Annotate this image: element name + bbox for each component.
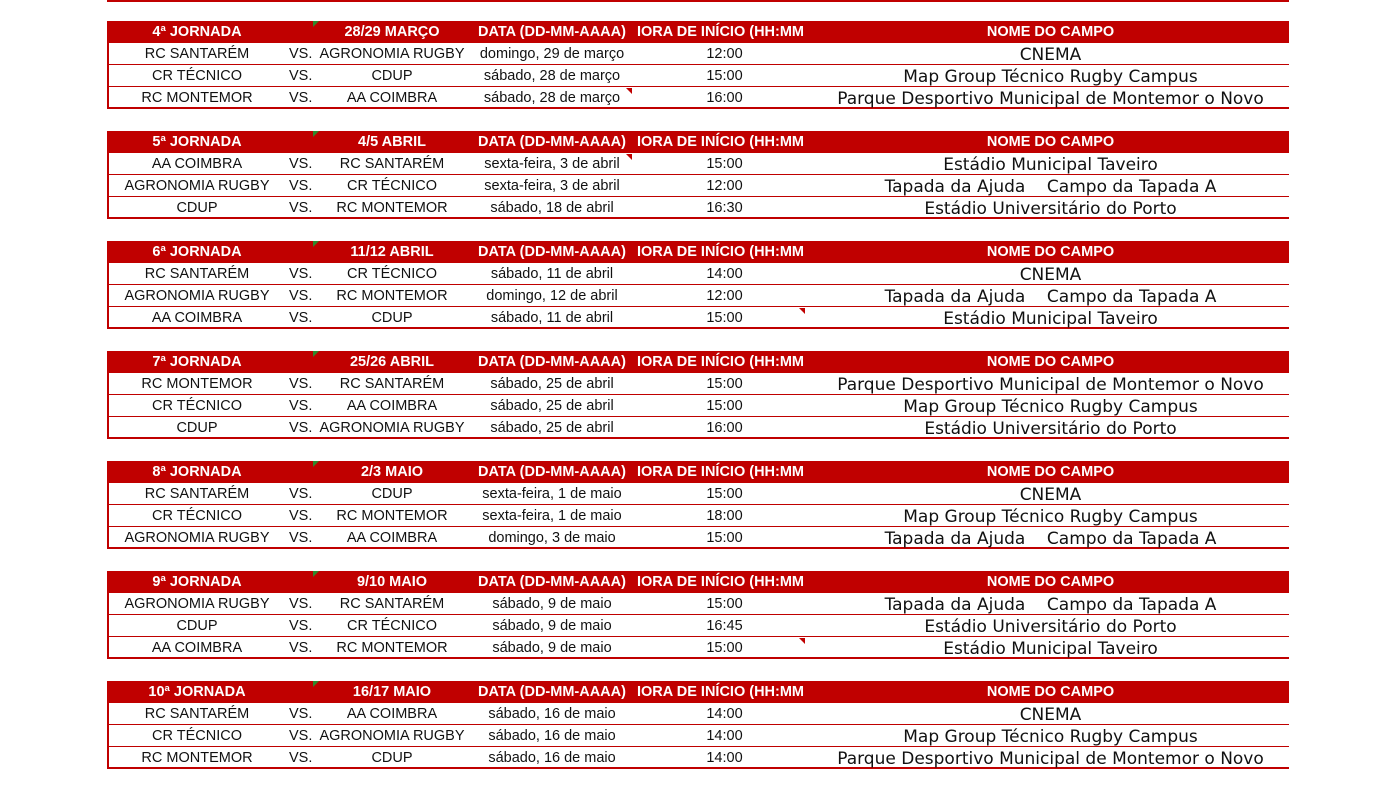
game-row — [107, 373, 1289, 395]
versus-cell[interactable]: VS. — [289, 596, 313, 612]
field-cell[interactable]: CNEMA — [1019, 485, 1082, 504]
game-row — [107, 395, 1289, 417]
field-column-header[interactable]: NOME DO CAMPO — [986, 354, 1115, 370]
away-team-cell[interactable]: CR TÉCNICO — [347, 178, 437, 194]
home-team-cell[interactable]: AGRONOMIA RUGBY — [124, 596, 270, 612]
hour-cell[interactable]: 12:00 — [706, 178, 743, 194]
hour-cell[interactable]: 16:30 — [706, 200, 743, 216]
date-cell[interactable]: sábado, 11 de abril — [490, 310, 614, 326]
hour-cell[interactable]: 16:00 — [706, 420, 743, 436]
date-cell[interactable]: sábado, 25 de abril — [490, 376, 614, 392]
home-team-cell[interactable]: RC SANTARÉM — [144, 46, 250, 62]
date-cell[interactable]: sábado, 18 de abril — [490, 200, 614, 216]
comment-indicator — [313, 681, 319, 687]
jornada-dates[interactable]: 9/10 MAIO — [356, 574, 428, 590]
hour-cell[interactable]: 14:00 — [706, 706, 743, 722]
home-team-cell[interactable]: AA COIMBRA — [151, 310, 243, 326]
date-cell[interactable]: sábado, 11 de abril — [490, 266, 614, 282]
home-team-cell[interactable]: RC MONTEMOR — [141, 376, 253, 392]
jornada-header-row — [107, 21, 1289, 43]
date-cell[interactable]: domingo, 12 de abril — [486, 288, 618, 304]
game-row — [107, 747, 1289, 769]
date-column-header[interactable]: DATA (DD-MM-AAAA) — [478, 464, 626, 480]
versus-cell[interactable]: VS. — [289, 486, 313, 502]
home-team-cell[interactable]: RC SANTARÉM — [144, 706, 250, 722]
comment-indicator — [626, 88, 632, 94]
date-column-header[interactable]: DATA (DD-MM-AAAA) — [478, 134, 626, 150]
field-cell[interactable]: Tapada da Ajuda Campo da Tapada A — [884, 287, 1217, 306]
versus-cell[interactable]: VS. — [289, 508, 313, 524]
home-team-cell[interactable]: AA COIMBRA — [151, 156, 243, 172]
versus-cell[interactable]: VS. — [289, 90, 313, 106]
date-column-header[interactable]: DATA (DD-MM-AAAA) — [478, 574, 626, 590]
game-row — [107, 505, 1289, 527]
date-cell[interactable]: sábado, 28 de março — [483, 68, 621, 84]
field-cell[interactable]: Tapada da Ajuda Campo da Tapada A — [884, 177, 1217, 196]
hour-column-header[interactable]: IORA DE INÍCIO (HH:MM — [637, 24, 805, 40]
field-cell[interactable]: CNEMA — [1019, 705, 1082, 724]
hour-cell[interactable]: 15:00 — [706, 596, 743, 612]
away-team-cell[interactable]: RC MONTEMOR — [336, 200, 448, 216]
hour-cell[interactable]: 14:00 — [706, 750, 743, 766]
hour-column-header[interactable]: IORA DE INÍCIO (HH:MM — [637, 354, 805, 370]
away-team-cell[interactable]: CR TÉCNICO — [347, 266, 437, 282]
date-cell[interactable]: sábado, 25 de abril — [490, 398, 614, 414]
versus-cell[interactable]: VS. — [289, 530, 313, 546]
home-team-cell[interactable]: AGRONOMIA RUGBY — [124, 178, 270, 194]
date-cell[interactable]: sexta-feira, 3 de abril — [484, 156, 620, 172]
date-cell[interactable]: sábado, 16 de maio — [488, 750, 616, 766]
hour-cell[interactable]: 12:00 — [706, 288, 743, 304]
home-team-cell[interactable]: RC MONTEMOR — [141, 90, 253, 106]
away-team-cell[interactable]: AGRONOMIA RUGBY — [319, 420, 465, 436]
jornada-block — [107, 21, 1289, 109]
date-cell[interactable]: sexta-feira, 1 de maio — [482, 508, 622, 524]
date-cell[interactable]: domingo, 3 de maio — [488, 530, 616, 546]
comment-indicator — [313, 131, 319, 137]
versus-cell[interactable]: VS. — [289, 200, 313, 216]
field-cell[interactable]: Map Group Técnico Rugby Campus — [903, 67, 1198, 86]
game-row — [107, 725, 1289, 747]
comment-indicator — [313, 241, 319, 247]
comment-indicator — [313, 351, 319, 357]
game-row — [107, 153, 1289, 175]
away-team-cell[interactable]: AGRONOMIA RUGBY — [319, 728, 465, 744]
field-cell[interactable]: Parque Desportivo Municipal de Montemor o Novo — [837, 375, 1264, 394]
hour-cell[interactable]: 14:00 — [706, 266, 743, 282]
jornada-label[interactable]: 8ª JORNADA — [152, 464, 242, 480]
jornada-label[interactable]: 6ª JORNADA — [152, 244, 242, 260]
jornada-header-row — [107, 131, 1289, 153]
game-row — [107, 527, 1289, 549]
field-cell[interactable]: Estádio Universitário do Porto — [924, 199, 1177, 218]
away-team-cell[interactable]: CDUP — [371, 68, 413, 84]
hour-cell[interactable]: 15:00 — [706, 530, 743, 546]
away-team-cell[interactable]: AA COIMBRA — [346, 706, 438, 722]
field-cell[interactable]: Map Group Técnico Rugby Campus — [903, 727, 1198, 746]
date-column-header[interactable]: DATA (DD-MM-AAAA) — [478, 24, 626, 40]
jornada-label[interactable]: 5ª JORNADA — [152, 134, 242, 150]
field-cell[interactable]: Estádio Municipal Taveiro — [943, 639, 1158, 658]
field-cell[interactable]: Estádio Universitário do Porto — [924, 617, 1177, 636]
jornada-label[interactable]: 10ª JORNADA — [148, 684, 246, 700]
field-cell[interactable]: Map Group Técnico Rugby Campus — [903, 397, 1198, 416]
jornada-block — [107, 681, 1289, 769]
versus-cell[interactable]: VS. — [289, 398, 313, 414]
hour-column-header[interactable]: IORA DE INÍCIO (HH:MM — [637, 464, 805, 480]
away-team-cell[interactable]: CDUP — [371, 750, 413, 766]
home-team-cell[interactable]: RC SANTARÉM — [144, 486, 250, 502]
versus-cell[interactable]: VS. — [289, 376, 313, 392]
away-team-cell[interactable]: CR TÉCNICO — [347, 618, 437, 634]
home-team-cell[interactable]: RC SANTARÉM — [144, 266, 250, 282]
field-cell[interactable]: Estádio Universitário do Porto — [924, 419, 1177, 438]
away-team-cell[interactable]: RC SANTARÉM — [339, 596, 445, 612]
jornada-dates[interactable]: 4/5 ABRIL — [358, 134, 426, 150]
comment-indicator — [626, 154, 632, 160]
field-cell[interactable]: CNEMA — [1019, 265, 1082, 284]
field-cell[interactable]: Tapada da Ajuda Campo da Tapada A — [884, 595, 1217, 614]
game-row — [107, 285, 1289, 307]
date-cell[interactable]: sábado, 9 de maio — [492, 596, 612, 612]
versus-cell[interactable]: VS. — [289, 266, 313, 282]
home-team-cell[interactable]: CDUP — [176, 420, 218, 436]
jornada-dates[interactable]: 16/17 MAIO — [352, 684, 432, 700]
field-cell[interactable]: Estádio Municipal Taveiro — [943, 309, 1158, 328]
home-team-cell[interactable]: CR TÉCNICO — [152, 508, 242, 524]
jornada-dates[interactable]: 2/3 MAIO — [360, 464, 424, 480]
date-cell[interactable]: sábado, 28 de março — [483, 90, 621, 106]
jornada-header-row — [107, 241, 1289, 263]
versus-cell[interactable]: VS. — [289, 156, 313, 172]
jornada-label[interactable]: 9ª JORNADA — [152, 574, 242, 590]
date-cell[interactable]: domingo, 29 de março — [479, 46, 625, 62]
versus-cell[interactable]: VS. — [289, 640, 313, 656]
game-row — [107, 483, 1289, 505]
date-cell[interactable]: sexta-feira, 3 de abril — [484, 178, 620, 194]
field-cell[interactable]: Estádio Municipal Taveiro — [943, 155, 1158, 174]
home-team-cell[interactable]: AGRONOMIA RUGBY — [124, 288, 270, 304]
game-row — [107, 637, 1289, 659]
jornada-dates[interactable]: 28/29 MARÇO — [344, 24, 440, 40]
game-row — [107, 175, 1289, 197]
away-team-cell[interactable]: RC MONTEMOR — [336, 640, 448, 656]
game-row — [107, 417, 1289, 439]
comment-indicator — [313, 571, 319, 577]
jornada-header-row — [107, 461, 1289, 483]
away-team-cell[interactable]: RC SANTARÉM — [339, 156, 445, 172]
jornada-label[interactable]: 7ª JORNADA — [152, 354, 242, 370]
comment-indicator — [313, 21, 319, 27]
hour-cell[interactable]: 18:00 — [706, 508, 743, 524]
jornada-block — [107, 571, 1289, 659]
away-team-cell[interactable]: CDUP — [371, 310, 413, 326]
comment-indicator — [313, 461, 319, 467]
jornada-label[interactable]: 4ª JORNADA — [152, 24, 242, 40]
hour-cell[interactable]: 15:00 — [706, 640, 743, 656]
versus-cell[interactable]: VS. — [289, 68, 313, 84]
away-team-cell[interactable]: AA COIMBRA — [346, 398, 438, 414]
versus-cell[interactable]: VS. — [289, 750, 313, 766]
date-cell[interactable]: sábado, 25 de abril — [490, 420, 614, 436]
game-row — [107, 703, 1289, 725]
field-cell[interactable]: Parque Desportivo Municipal de Montemor o Novo — [837, 749, 1264, 768]
date-column-header[interactable]: DATA (DD-MM-AAAA) — [478, 244, 626, 260]
jornada-block — [107, 351, 1289, 439]
hour-cell[interactable]: 15:00 — [706, 398, 743, 414]
home-team-cell[interactable]: CR TÉCNICO — [152, 398, 242, 414]
versus-cell[interactable]: VS. — [289, 310, 313, 326]
home-team-cell[interactable]: CDUP — [176, 618, 218, 634]
field-column-header[interactable]: NOME DO CAMPO — [986, 244, 1115, 260]
game-row — [107, 307, 1289, 329]
comment-indicator — [799, 308, 805, 314]
versus-cell[interactable]: VS. — [289, 728, 313, 744]
field-column-header[interactable]: NOME DO CAMPO — [986, 464, 1115, 480]
field-cell[interactable]: CNEMA — [1019, 45, 1082, 64]
field-cell[interactable]: Map Group Técnico Rugby Campus — [903, 507, 1198, 526]
game-row — [107, 87, 1289, 109]
field-column-header[interactable]: NOME DO CAMPO — [986, 684, 1115, 700]
versus-cell[interactable]: VS. — [289, 178, 313, 194]
game-row — [107, 197, 1289, 219]
hour-column-header[interactable]: IORA DE INÍCIO (HH:MM — [637, 134, 805, 150]
hour-cell[interactable]: 15:00 — [706, 156, 743, 172]
field-cell[interactable]: Tapada da Ajuda Campo da Tapada A — [884, 529, 1217, 548]
jornada-block — [107, 241, 1289, 329]
home-team-cell[interactable]: AGRONOMIA RUGBY — [124, 530, 270, 546]
field-column-header[interactable]: NOME DO CAMPO — [986, 574, 1115, 590]
away-team-cell[interactable]: RC MONTEMOR — [336, 288, 448, 304]
date-cell[interactable]: sexta-feira, 1 de maio — [482, 486, 622, 502]
hour-column-header[interactable]: IORA DE INÍCIO (HH:MM — [637, 684, 805, 700]
jornada-header-row — [107, 681, 1289, 703]
date-cell[interactable]: sábado, 9 de maio — [492, 640, 612, 656]
away-team-cell[interactable]: AGRONOMIA RUGBY — [319, 46, 465, 62]
hour-cell[interactable]: 15:00 — [706, 486, 743, 502]
game-row — [107, 65, 1289, 87]
home-team-cell[interactable]: AA COIMBRA — [151, 640, 243, 656]
game-row — [107, 593, 1289, 615]
versus-cell[interactable]: VS. — [289, 420, 313, 436]
game-row — [107, 263, 1289, 285]
hour-column-header[interactable]: IORA DE INÍCIO (HH:MM — [637, 574, 805, 590]
away-team-cell[interactable]: RC MONTEMOR — [336, 508, 448, 524]
jornada-header-row — [107, 351, 1289, 373]
hour-cell[interactable]: 16:00 — [706, 90, 743, 106]
jornada-block — [107, 461, 1289, 549]
away-team-cell[interactable]: AA COIMBRA — [346, 530, 438, 546]
date-column-header[interactable]: DATA (DD-MM-AAAA) — [478, 354, 626, 370]
hour-cell[interactable]: 16:45 — [706, 618, 743, 634]
away-team-cell[interactable]: AA COIMBRA — [346, 90, 438, 106]
hour-cell[interactable]: 14:00 — [706, 728, 743, 744]
jornada-dates[interactable]: 25/26 ABRIL — [349, 354, 435, 370]
date-column-header[interactable]: DATA (DD-MM-AAAA) — [478, 684, 626, 700]
away-team-cell[interactable]: RC SANTARÉM — [339, 376, 445, 392]
versus-cell[interactable]: VS. — [289, 618, 313, 634]
versus-cell[interactable]: VS. — [289, 706, 313, 722]
date-cell[interactable]: sábado, 16 de maio — [488, 706, 616, 722]
game-row — [107, 43, 1289, 65]
comment-indicator — [799, 638, 805, 644]
away-team-cell[interactable]: CDUP — [371, 486, 413, 502]
jornada-dates[interactable]: 11/12 ABRIL — [350, 244, 434, 260]
jornada-header-row — [107, 571, 1289, 593]
date-cell[interactable]: sábado, 16 de maio — [488, 728, 616, 744]
date-cell[interactable]: sábado, 9 de maio — [492, 618, 612, 634]
field-column-header[interactable]: NOME DO CAMPO — [986, 24, 1115, 40]
field-column-header[interactable]: NOME DO CAMPO — [986, 134, 1115, 150]
home-team-cell[interactable]: RC MONTEMOR — [141, 750, 253, 766]
field-cell[interactable]: Parque Desportivo Municipal de Montemor o Novo — [837, 89, 1264, 108]
game-row — [107, 615, 1289, 637]
hour-column-header[interactable]: IORA DE INÍCIO (HH:MM — [637, 244, 805, 260]
home-team-cell[interactable]: CDUP — [176, 200, 218, 216]
versus-cell[interactable]: VS. — [289, 46, 313, 62]
hour-cell[interactable]: 15:00 — [706, 376, 743, 392]
hour-cell[interactable]: 15:00 — [706, 310, 743, 326]
versus-cell[interactable]: VS. — [289, 288, 313, 304]
jornada-block — [107, 131, 1289, 219]
top-border-line — [107, 0, 1289, 2]
home-team-cell[interactable]: CR TÉCNICO — [152, 68, 242, 84]
hour-cell[interactable]: 12:00 — [706, 46, 743, 62]
hour-cell[interactable]: 15:00 — [706, 68, 743, 84]
home-team-cell[interactable]: CR TÉCNICO — [152, 728, 242, 744]
